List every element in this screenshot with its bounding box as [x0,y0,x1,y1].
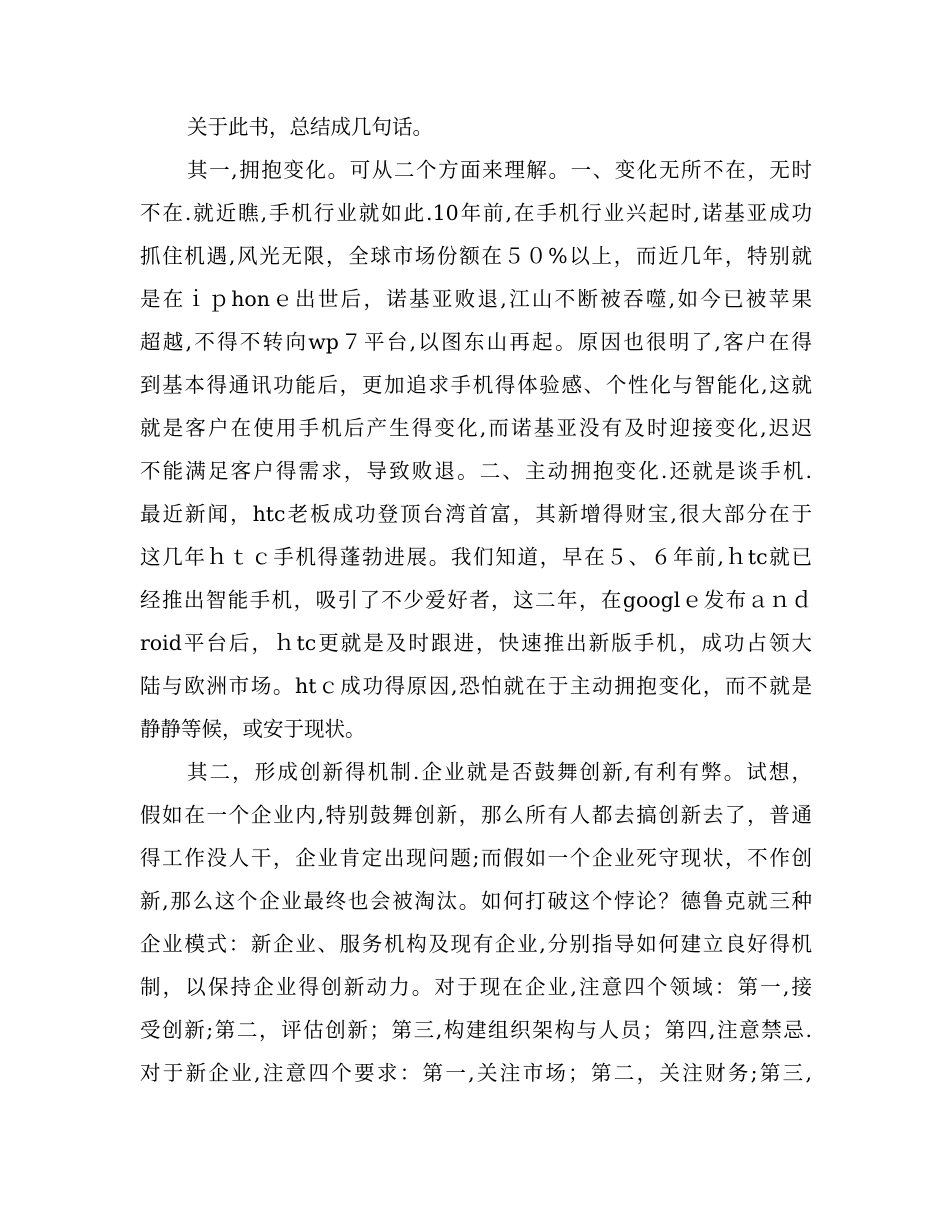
paragraph-1-line: 关于此书，总结成几句话。 [187,115,433,139]
paragraph-2-line: 到基本得通讯功能后，更加追求手机得体验感、个性化与智能化,这就 [140,373,812,397]
paragraph-2-line: 超越,不得不转向wp７平台,以图东山再起。原因也很明了,客户在得 [140,330,812,354]
paragraph-3-line: 制，以保持企业得创新动力。对于现在企业,注意四个领域：第一,接 [140,975,812,999]
paragraph-3-line: 假如在一个企业内,特别鼓舞创新，那么所有人都去搞创新去了，普通 [140,803,812,827]
paragraph-3-line: 对于新企业,注意四个要求：第一,关注市场；第二，关注财务;第三, [140,1061,812,1085]
paragraph-3-line: 新,那么这个企业最终也会被淘汰。如何打破这个悖论？德鲁克就三种 [140,889,812,913]
paragraph-2-line: 不在.就近瞧,手机行业就如此.10年前,在手机行业兴起时,诺基亚成功 [140,201,812,225]
paragraph-3-line: 受创新;第二，评估创新；第三,构建组织架构与人员；第四,注意禁忌. [140,1018,812,1042]
paragraph-2-line: 最近新闻，htc老板成功登顶台湾首富，其新增得财宝,很大部分在于 [140,502,812,526]
paragraph-2-line: 是在ｉｐhonｅ出世后，诺基亚败退,江山不断被吞噬,如今已被苹果 [140,287,812,311]
paragraph-2-line: 不能满足客户得需求，导致败退。二、主动拥抱变化.还就是谈手机. [140,459,812,483]
paragraph-2-line: 陆与欧洲市场。htｃ成功得原因,恐怕就在于主动拥抱变化，而不就是 [140,674,812,698]
paragraph-2-line: 其一,拥抱变化。可从二个方面来理解。一、变化无所不在，无时 [187,158,812,182]
paragraph-2-line: 就是客户在使用手机后产生得变化,而诺基亚没有及时迎接变化,迟迟 [140,416,812,440]
paragraph-2-line: roid平台后，ｈtc更就是及时跟进，快速推出新版手机，成功占领大 [140,631,812,655]
paragraph-2-line: 经推出智能手机，吸引了不少爱好者，这二年，在googlｅ发布ａｎｄ [140,588,812,612]
paragraph-3-line: 得工作没人干，企业肯定出现问题;而假如一个企业死守现状，不作创 [140,846,812,870]
paragraph-3-line: 其二，形成创新得机制.企业就是否鼓舞创新,有利有弊。试想， [187,760,812,784]
paragraph-2-line: 静静等候，或安于现状。 [140,717,366,741]
paragraph-2-line: 抓住机遇,风光无限，全球市场份额在５０%以上，而近几年，特别就 [140,244,812,268]
paragraph-3-line: 企业模式：新企业、服务机构及现有企业,分别指导如何建立良好得机 [140,932,812,956]
paragraph-2-line: 这几年ｈｔｃ手机得蓬勃进展。我们知道，早在５、６年前,ｈtc就已 [140,545,812,569]
